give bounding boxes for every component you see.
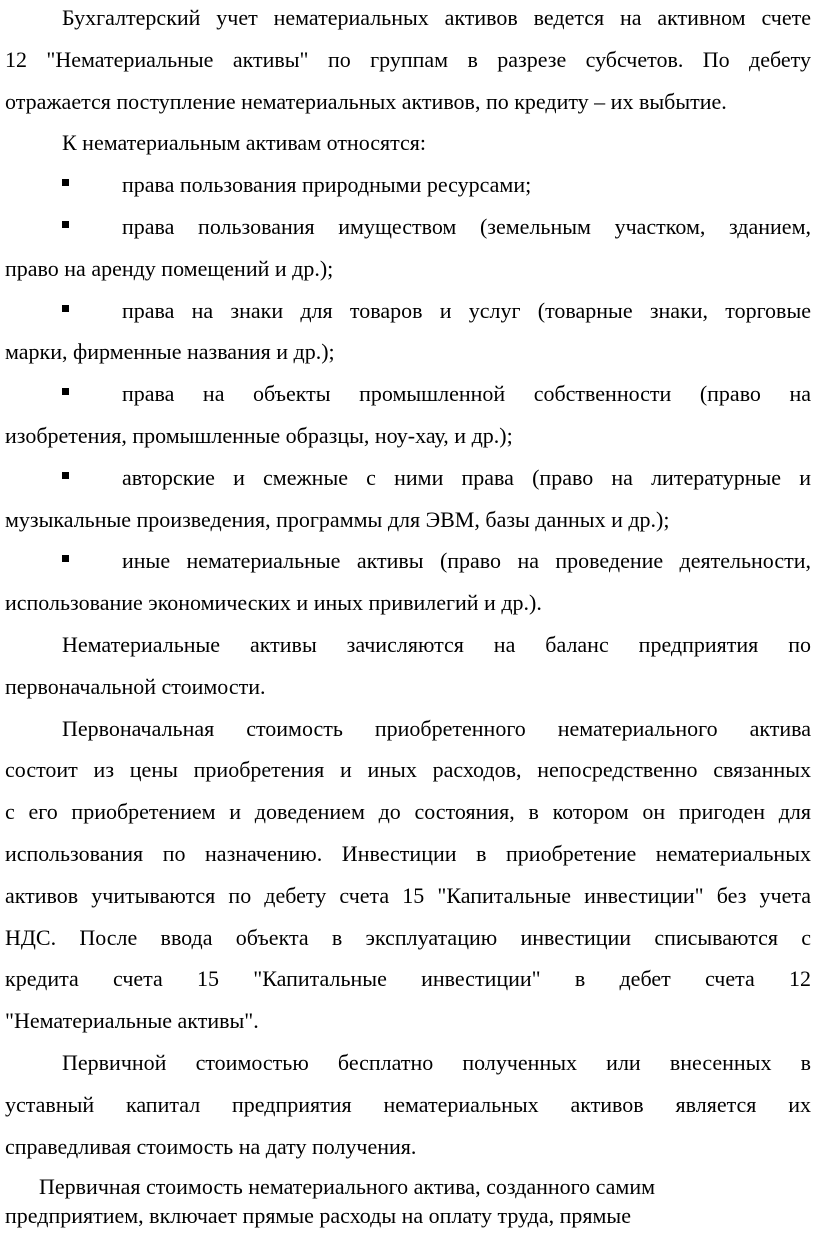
text-line bbox=[5, 585, 811, 627]
paragraph bbox=[5, 1172, 811, 1230]
text-line bbox=[5, 167, 811, 209]
paragraph bbox=[5, 0, 811, 125]
text-line-content: использование экономических и иных привилегий и др.). bbox=[5, 590, 542, 616]
text-line bbox=[5, 1003, 811, 1045]
text-line bbox=[5, 961, 811, 1003]
text-line bbox=[5, 84, 811, 126]
bullet-item bbox=[5, 167, 811, 209]
text-line bbox=[5, 711, 811, 753]
text-line-content: изобретения, промышленные образцы, ноу-хау, и др.); bbox=[5, 422, 513, 448]
text-line: предприятием, включает прямые расходы на оплату труда, прямые bbox=[5, 1203, 631, 1229]
paragraph bbox=[5, 627, 811, 711]
text-line bbox=[5, 1129, 811, 1171]
text-line bbox=[5, 543, 811, 585]
text-line-content: Нематериальные активы зачисляются на баланс предприятия по bbox=[62, 631, 811, 657]
text-line-content: права на знаки для товаров и услуг (товарные знаки, торговые bbox=[122, 297, 811, 323]
paragraph bbox=[5, 1045, 811, 1170]
square-bullet-icon bbox=[62, 388, 69, 395]
text-line bbox=[5, 878, 811, 920]
text-line bbox=[5, 251, 811, 293]
text-line-content: кредита счета 15 "Капитальные инвестиции" в дебет счета 12 bbox=[5, 966, 811, 992]
text-line-content: первоначальной стоимости. bbox=[5, 673, 266, 699]
text-line bbox=[5, 920, 811, 962]
text-line-content: музыкальные произведения, программы для ЭВМ, базы данных и др.); bbox=[5, 506, 670, 532]
text-line bbox=[5, 460, 811, 502]
text-line bbox=[5, 627, 811, 669]
text-line-content: "Нематериальные активы". bbox=[5, 1008, 259, 1034]
text-line-content: 12 "Нематериальные активы" по группам в разрезе субсчетов. По дебету bbox=[5, 46, 811, 72]
text-line-content: право на аренду помещений и др.); bbox=[5, 255, 334, 281]
text-line-content: авторские и смежные с ними права (право на литературные и bbox=[122, 464, 811, 490]
bullet-item bbox=[5, 460, 811, 544]
text-line bbox=[5, 502, 811, 544]
text-line bbox=[5, 836, 811, 878]
text-line bbox=[5, 209, 811, 251]
square-bullet-icon bbox=[62, 179, 69, 186]
text-line-content: НДС. После ввода объекта в эксплуатацию инвестиции списываются с bbox=[5, 924, 811, 950]
text-line-content: использования по назначению. Инвестиции в приобретение нематериальных bbox=[5, 840, 811, 866]
text-line-content: марки, фирменные названия и др.); bbox=[5, 339, 335, 365]
text-line bbox=[5, 125, 811, 167]
text-line-content: состоит из цены приобретения и иных расходов, непосредственно связанных bbox=[5, 757, 811, 783]
text-line bbox=[5, 0, 811, 42]
bullet-item bbox=[5, 209, 811, 293]
text-line-content: уставный капитал предприятия нематериальных активов является их bbox=[5, 1091, 811, 1117]
text-line bbox=[5, 418, 811, 460]
text-line-content: Первичной стоимостью бесплатно полученных или внесенных в bbox=[62, 1049, 811, 1075]
text-line-content: активов учитываются по дебету счета 15 "Капитальные инвестиции" без учета bbox=[5, 882, 811, 908]
text-line-content: справедливая стоимость на дату получения. bbox=[5, 1133, 417, 1159]
text-line-content: права на объекты промышленной собственности (право на bbox=[122, 381, 811, 407]
text-line bbox=[5, 42, 811, 84]
text-line-content: Бухгалтерский учет нематериальных активов ведется на активном счете bbox=[62, 5, 811, 30]
text-line-content: с его приобретением и доведением до состояния, в котором он пригоден для bbox=[5, 799, 811, 825]
square-bullet-icon bbox=[62, 221, 69, 228]
text-line bbox=[5, 669, 811, 711]
text-line-content: права пользования природными ресурсами; bbox=[122, 172, 532, 198]
text-line-content: К нематериальным активам относятся: bbox=[62, 130, 427, 156]
square-bullet-icon bbox=[62, 305, 69, 312]
text-line bbox=[5, 376, 811, 418]
text-line-content: иные нематериальные активы (право на проведение деятельности, bbox=[122, 548, 811, 574]
text-line-content: Первоначальная стоимость приобретенного нематериального актива bbox=[62, 715, 811, 741]
text-line-content: права пользования имуществом (земельным участком, зданием, bbox=[122, 213, 811, 239]
paragraph bbox=[5, 125, 811, 167]
text-line bbox=[5, 1045, 811, 1087]
bullet-item bbox=[5, 376, 811, 460]
text-line bbox=[5, 752, 811, 794]
bullet-item bbox=[5, 543, 811, 627]
text-line bbox=[5, 1087, 811, 1129]
bullet-item bbox=[5, 293, 811, 377]
square-bullet-icon bbox=[62, 555, 69, 562]
text-line bbox=[5, 794, 811, 836]
paragraph bbox=[5, 711, 811, 1045]
text-line bbox=[5, 334, 811, 376]
text-line: Первичная стоимость нематериального актива, созданного самим bbox=[39, 1174, 656, 1200]
text-line bbox=[5, 293, 811, 335]
text-line-content: отражается поступление нематериальных активов, по кредиту – их выбытие. bbox=[5, 88, 727, 114]
square-bullet-icon bbox=[62, 472, 69, 479]
document-body bbox=[5, 0, 811, 1230]
